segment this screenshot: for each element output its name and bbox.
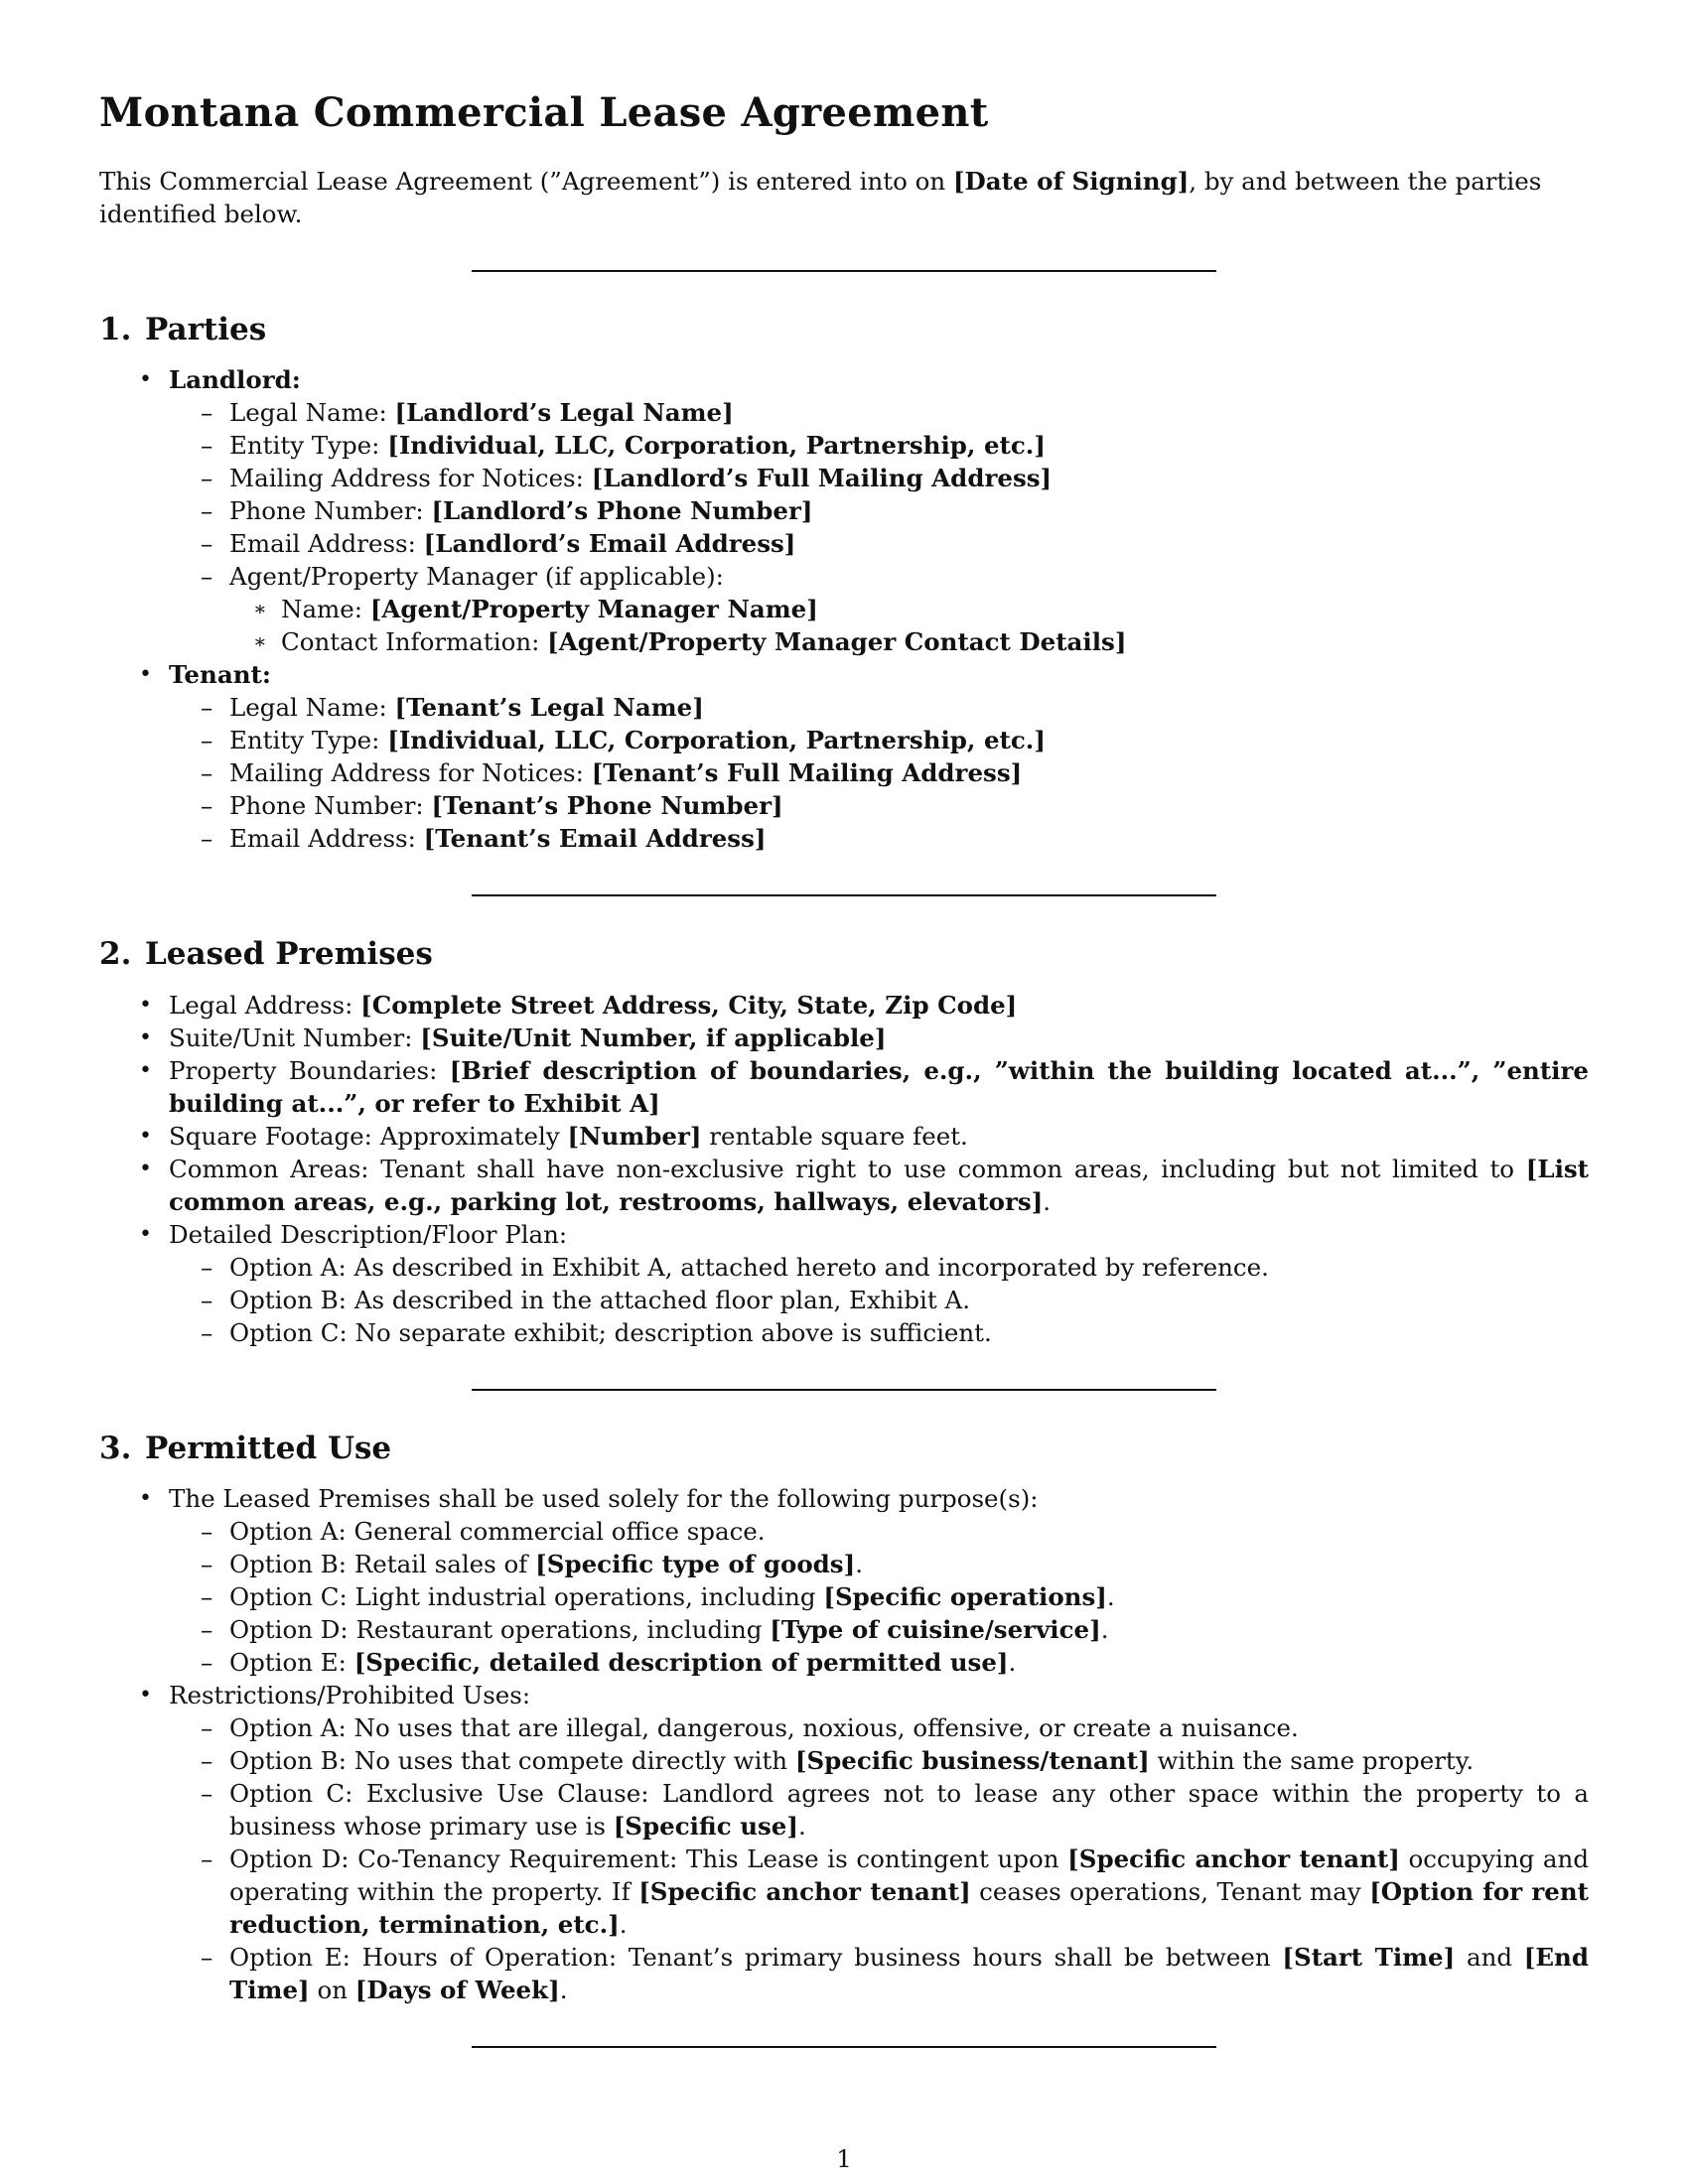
parties-list [99, 363, 1589, 855]
section-heading-permitted-use [99, 1429, 1589, 1468]
field-value: [Landlord’s Full Mailing Address] [591, 464, 1053, 493]
list-item [229, 593, 1589, 625]
option-text: Option D: Co-Tenancy Requirement: This Lease is contingent upon [229, 1843, 1068, 1873]
field-label: Contact Information: [281, 627, 548, 657]
list-item [169, 494, 1589, 527]
field-label: Restrictions/Prohibited Uses: [169, 1680, 531, 1709]
document-page [99, 79, 1589, 2086]
restriction-options [169, 1711, 1589, 2006]
field-label: Common Areas: Tenant shall have non-exclusive right to use common areas, including but not limited to [169, 1154, 1526, 1183]
field-label: Mailing Address for Notices: [229, 758, 592, 788]
field-value: [Brief description of boundaries, e.g., ”within the building located at...”, ”entire building at...”, or refer to Exhibit A] [169, 1055, 1589, 1118]
section-number: 1. [99, 312, 132, 347]
list-item [169, 1843, 1589, 1941]
list-item [169, 462, 1589, 494]
list-item [169, 1548, 1589, 1580]
field-value: [Individual, LLC, Corporation, Partnership, etc.] [387, 431, 1046, 461]
list-item [169, 1613, 1589, 1646]
list-item [169, 1580, 1589, 1613]
list-item [99, 1120, 1589, 1153]
option-text: Option D: Restaurant operations, including [229, 1614, 771, 1644]
field-label: Email Address: [229, 529, 424, 559]
option-text: occupying and operating within the property. If [229, 1843, 1589, 1906]
list-item [229, 625, 1589, 658]
premises-list [99, 989, 1589, 1349]
field-label: Agent/Property Manager (if applicable): [229, 562, 724, 592]
date-of-signing-field: [Date of Signing] [952, 167, 1190, 196]
section-divider [472, 1389, 1216, 1391]
list-item [169, 560, 1589, 658]
section-number: 2. [99, 936, 132, 973]
section-divider [472, 270, 1216, 272]
field-value: [Specific anchor tenant] [1067, 1843, 1400, 1873]
list-item [169, 396, 1589, 429]
field-value: [Number] [567, 1121, 702, 1151]
field-value: [Days of Week] [354, 1975, 560, 2004]
permitted-use-list [99, 1482, 1589, 2006]
field-value: [Specific anchor tenant] [638, 1876, 971, 1906]
field-value: [Specific operations] [823, 1581, 1107, 1611]
field-value: [Specific use] [613, 1811, 798, 1841]
intro-text: This Commercial Lease Agreement (”Agreement”) is entered into on [99, 167, 953, 196]
section-title: Leased Premises [145, 936, 433, 973]
field-value: [Start Time] [1282, 1942, 1456, 1972]
field-suffix: . [1043, 1186, 1052, 1216]
list-item [99, 1022, 1589, 1054]
list-item: – Option A: No uses that are illegal, dangerous, noxious, offensive, or create a nuisance. [169, 1711, 1589, 1744]
field-label: Property Boundaries: [169, 1055, 450, 1085]
field-value: [Tenant’s Full Mailing Address] [591, 758, 1023, 788]
field-label: Detailed Description/Floor Plan: [169, 1219, 568, 1249]
option-text: . [797, 1811, 806, 1841]
field-value: [Option for rent reduction, termination, etc.] [229, 1876, 1589, 1939]
field-label: Name: [281, 595, 370, 624]
section-number: 3. [99, 1430, 132, 1466]
agent-details [229, 593, 1589, 658]
option-text: . [1100, 1614, 1109, 1644]
field-value: [Landlord’s Email Address] [423, 529, 796, 559]
list-item: – Option B: As described in the attached floor plan, Exhibit A. [169, 1284, 1589, 1316]
tenant-details [169, 691, 1589, 855]
option-text: ceases operations, Tenant may [970, 1876, 1370, 1906]
field-label: Square Footage: Approximately [169, 1121, 568, 1151]
field-label: Entity Type: [229, 726, 388, 755]
landlord-details [169, 396, 1589, 658]
option-text: . [559, 1975, 568, 2004]
list-item: – Option A: As described in Exhibit A, attached hereto and incorporated by reference. [169, 1251, 1589, 1284]
field-label: Legal Name: [229, 398, 395, 428]
list-item: – Option C: No separate exhibit; description above is sufficient. [169, 1316, 1589, 1349]
field-value: [Agent/Property Manager Contact Details] [547, 627, 1127, 657]
field-label: Suite/Unit Number: [169, 1023, 421, 1052]
field-value: [Suite/Unit Number, if applicable] [420, 1023, 887, 1052]
list-item [169, 789, 1589, 822]
field-value: [Specific type of goods] [535, 1549, 856, 1578]
list-item [99, 1218, 1589, 1349]
list-item [169, 1744, 1589, 1777]
landlord-item [99, 363, 1589, 658]
option-text: and [1455, 1942, 1524, 1972]
landlord-label: Landlord: [169, 365, 301, 395]
field-value: [Landlord’s Phone Number] [431, 496, 813, 526]
list-item [169, 691, 1589, 724]
page-number: 1 [836, 2144, 852, 2173]
option-text: within the same property. [1149, 1745, 1475, 1775]
option-text: Option E: Hours of Operation: Tenant’s primary business hours shall be between [229, 1942, 1283, 1972]
list-item [169, 1646, 1589, 1679]
section-heading-parties [99, 310, 1589, 349]
section-heading-leased-premises [99, 934, 1589, 974]
field-value: [Type of cuisine/service] [770, 1614, 1101, 1644]
field-value: [End Time] [229, 1942, 1589, 2004]
field-label: Legal Address: [169, 990, 361, 1020]
field-value: [Complete Street Address, City, State, Zip Code] [360, 990, 1018, 1020]
list-item: – Option A: General commercial office space. [169, 1515, 1589, 1548]
field-value: [Tenant’s Legal Name] [394, 693, 704, 723]
field-label: Email Address: [229, 824, 424, 854]
option-text: . [1106, 1581, 1115, 1611]
option-text: Option C: Light industrial operations, including [229, 1581, 824, 1611]
option-text: Option C: Exclusive Use Clause: Landlord agrees not to lease any other space within the property to a business whose primary use is [229, 1778, 1589, 1841]
list-item [99, 1153, 1589, 1218]
list-item [169, 1941, 1589, 2006]
intro-paragraph [99, 165, 1589, 230]
document-title: Montana Commercial Lease Agreement [99, 89, 989, 136]
option-text: Option E: [229, 1647, 354, 1677]
field-value: [Specific business/tenant] [794, 1745, 1150, 1775]
purpose-options [169, 1515, 1589, 1679]
list-item [169, 822, 1589, 855]
list-item [169, 527, 1589, 560]
field-label: Phone Number: [229, 791, 432, 821]
field-value: [Tenant’s Phone Number] [431, 791, 783, 821]
option-text: Option B: Retail sales of [229, 1549, 536, 1578]
option-text: . [855, 1549, 863, 1578]
option-text: Option B: No uses that compete directly with [229, 1745, 795, 1775]
list-item [169, 724, 1589, 756]
field-value: [Agent/Property Manager Name] [369, 595, 818, 624]
list-item [99, 1482, 1589, 1679]
list-item [169, 756, 1589, 789]
list-item [169, 429, 1589, 462]
option-text: on [309, 1975, 355, 2004]
tenant-item [99, 658, 1589, 855]
field-label: Legal Name: [229, 693, 395, 723]
section-title: Parties [145, 312, 267, 347]
tenant-label: Tenant: [169, 660, 271, 690]
list-item [99, 989, 1589, 1022]
field-value: [Individual, LLC, Corporation, Partnership, etc.] [387, 726, 1046, 755]
field-label: The Leased Premises shall be used solely for the following purpose(s): [169, 1483, 1039, 1513]
list-item [99, 1054, 1589, 1120]
list-item [99, 1679, 1589, 2006]
option-text: . [619, 1909, 628, 1939]
list-item [169, 1777, 1589, 1843]
intro-text-end: , by and between the parties identified below. [99, 167, 1542, 228]
section-title: Permitted Use [145, 1430, 392, 1466]
field-suffix: rentable square feet. [701, 1121, 968, 1151]
option-text: . [1008, 1647, 1017, 1677]
field-value: [Specific, detailed description of permitted use] [353, 1647, 1009, 1677]
section-divider [472, 894, 1216, 896]
field-value: [Tenant’s Email Address] [423, 824, 767, 854]
field-value: [Landlord’s Legal Name] [394, 398, 734, 428]
field-label: Phone Number: [229, 496, 432, 526]
floor-plan-options [169, 1251, 1589, 1349]
field-value: [List common areas, e.g., parking lot, restrooms, hallways, elevators] [169, 1154, 1589, 1216]
field-label: Mailing Address for Notices: [229, 464, 592, 493]
section-divider [472, 2046, 1216, 2048]
field-label: Entity Type: [229, 431, 388, 461]
